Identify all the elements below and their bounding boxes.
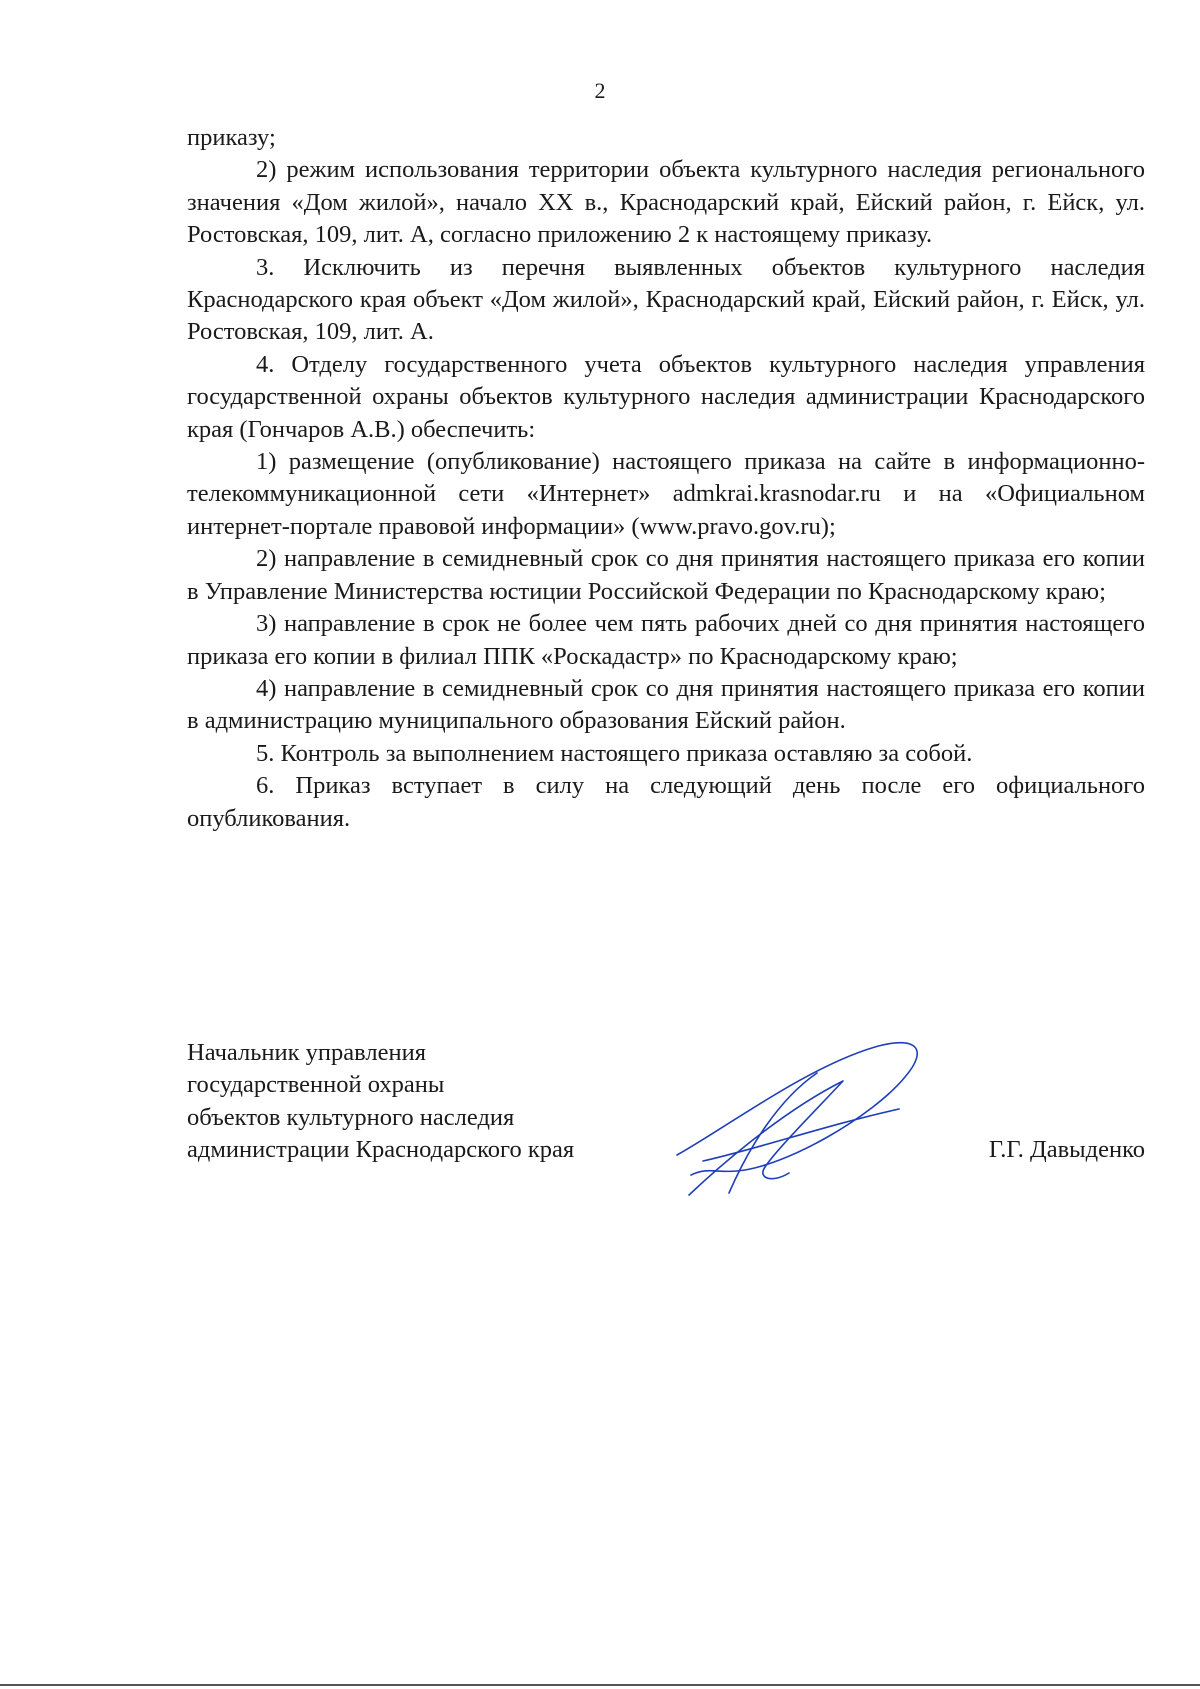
paragraph-3-exclusion: 3. Исключить из перечня выявленных объектов культурного наследия Краснодарского края объект «Дом жилой», Краснодарский край, Ейский район, г. Ейск, ул. Ростовская, 109, лит. А. (187, 253, 1145, 346)
signature-stroke (677, 1043, 917, 1175)
paragraph-5-control: 5. Контроль за выполнением настоящего приказа оставляю за собой. (256, 739, 973, 767)
paragraph-4-1-publication: 1) размещение (опубликование) настоящего приказа на сайте в информационно-телекоммуникационной сети «Интернет» admkrai.krasnodar.ru и на «Официальном интернет-портале правовой информации» (www.pravo.gov.ru); (187, 448, 1145, 540)
page-number: 2 (594, 78, 606, 103)
signer-position-line: Начальник управления (187, 1039, 426, 1066)
signer-position-line: администрации Краснодарского края (187, 1136, 575, 1164)
paragraph-6-entry-into-force: 6. Приказ вступает в силу на следующий день после его официального опубликования. (187, 772, 1145, 832)
paragraph-4-2-ministry-of-justice: 2) направление в семидневный срок со дня принятия настоящего приказа его копии в Управление Министерства юстиции Российской Федерации по Краснодарскому краю; (187, 545, 1145, 605)
signer-name: Г.Г. Давыденко (988, 1136, 1145, 1163)
paragraph-4-3-roskadastr: 3) направление в срок не более чем пять рабочих дней со дня принятия настоящего приказа его копии в филиал ППК «Роскадастр» по Краснодарскому краю; (187, 610, 1145, 670)
handwritten-signature (667, 1027, 927, 1197)
signer-position-line: государственной охраны (187, 1071, 445, 1099)
paragraph-4-4-municipal-administration: 4) направление в семидневный срок со дня принятия настоящего приказа его копии в администрацию муниципального образования Ейский район. (187, 674, 1145, 735)
paragraph-4-department-duties: 4. Отделу государственного учета объектов культурного наследия управления государственной охраны объектов культурного наследия администрации Краснодарского края (Гончаров А.В.) обеспечить: (187, 350, 1145, 443)
signer-position-line: объектов культурного наследия (187, 1103, 515, 1131)
document-body (187, 122, 1145, 835)
paragraph-item-2-territory-regime: 2) режим использования территории объекта культурного наследия регионального значения «Дом жилой», начало XX в., Краснодарский край, Ейский район, г. Ейск, ул. Ростовская, 109, лит. А, согласно приложению 2 к настоящему приказу. (187, 156, 1145, 249)
paragraph-continuation: приказу; (187, 124, 276, 151)
signature-block (187, 1037, 1145, 1207)
page-bottom-rule (0, 1684, 1200, 1686)
signature-stroke (689, 1081, 843, 1195)
signature-stroke (703, 1109, 899, 1161)
signer-position (187, 1037, 574, 1167)
